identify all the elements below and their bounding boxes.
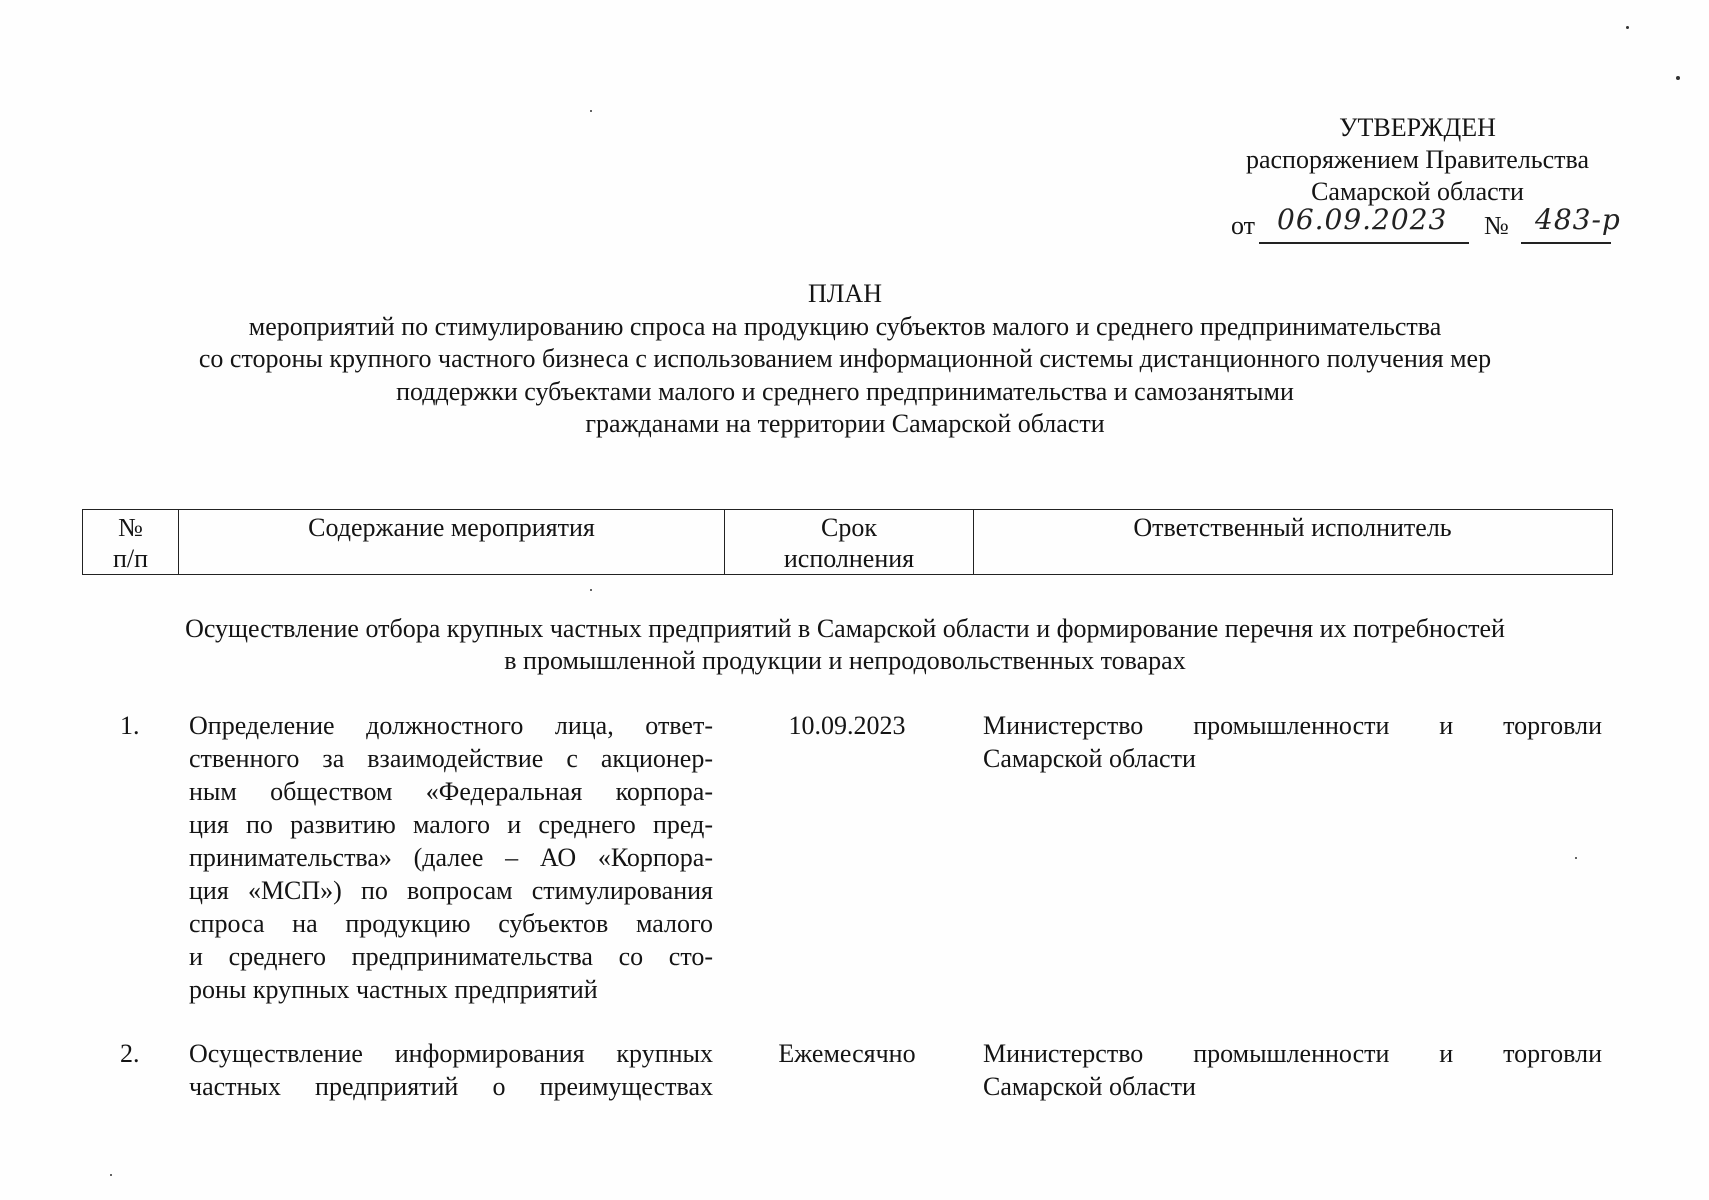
item-term: 10.09.2023 [788, 711, 906, 740]
number-underline [1521, 242, 1611, 244]
approval-line-1: распоряжением Правительства [1245, 145, 1590, 174]
header-number-symbol: № [118, 513, 143, 542]
item-responsible [983, 709, 1602, 775]
item-number: 1. [120, 711, 140, 740]
date-underline [1259, 242, 1469, 244]
item-content-line: ственного за взаимодействие с акционер- [189, 744, 713, 773]
table-header [82, 509, 1613, 575]
header-responsible-cell [973, 510, 1611, 574]
plan-heading: ПЛАН [808, 279, 882, 308]
section-heading-line: в промышленной продукции и непродовольственных товарах [504, 646, 1186, 675]
header-content-cell [178, 510, 724, 574]
scan-speck [590, 110, 592, 112]
item-content-line: ция «МСП») по вопросам стимулирования [189, 876, 713, 905]
approval-block [1215, 112, 1620, 244]
item-responsible-line: Самарской области [983, 1072, 1196, 1101]
item-responsible-line: Министерство промышленности и торговли [983, 711, 1602, 740]
item-responsible-line: Министерство промышленности и торговли [983, 1039, 1602, 1068]
item-responsible [983, 1037, 1602, 1103]
section-heading-line: Осуществление отбора крупных частных предприятий в Самарской области и формирование перечня их потребностей [185, 614, 1505, 643]
item-content-line: ным обществом «Федеральная корпора- [189, 777, 713, 806]
scan-speck [110, 1174, 112, 1176]
item-number: 2. [120, 1039, 140, 1068]
approval-status: УТВЕРЖДЕН [1339, 113, 1496, 142]
header-content-label: Содержание мероприятия [308, 513, 595, 542]
plan-title-line: со стороны крупного частного бизнеса с использованием информационной системы дистанционного получения мер [198, 344, 1492, 373]
plan-title-line: мероприятий по стимулированию спроса на продукцию субъектов малого и среднего предпринимательства [248, 311, 1442, 341]
item-content-line: частных предприятий о преимуществах [189, 1072, 713, 1101]
item-content-line: принимательства» (далее – АО «Корпора- [189, 843, 713, 872]
scan-speck [590, 589, 592, 591]
item-content-line: ция по развитию малого и среднего пред- [189, 810, 713, 839]
header-responsible-label: Ответственный исполнитель [1133, 513, 1452, 542]
header-term-label-2: исполнения [783, 544, 915, 573]
item-content [189, 709, 713, 1006]
number-prefix: № [1484, 211, 1509, 240]
item-content-line: спроса на продукцию субъектов малого [189, 909, 713, 938]
scan-speck [1575, 857, 1577, 859]
date-handwritten: 06.09.2023 [1277, 203, 1448, 236]
item-content-line: роны крупных частных предприятий [189, 975, 598, 1004]
item-content-line: Определение должностного лица, ответ- [189, 711, 713, 740]
scan-speck [1626, 26, 1629, 29]
item-content-line: и среднего предпринимательства со сто- [189, 942, 713, 971]
plan-title-line: поддержки субъектами малого и среднего предпринимательства и самозанятыми [396, 376, 1294, 406]
plan-title-line: гражданами на территории Самарской области [585, 409, 1105, 438]
header-term-label: Срок [821, 513, 877, 542]
approval-line-2: Самарской области [1311, 177, 1524, 206]
approval-date-line [1215, 203, 1621, 244]
number-handwritten: 483-р [1535, 203, 1621, 236]
item-content-line: Осуществление информирования крупных [189, 1039, 713, 1068]
date-prefix: от [1231, 211, 1256, 240]
header-term-cell [724, 510, 973, 574]
section-heading [80, 613, 1610, 677]
header-number-abbr: п/п [112, 544, 149, 573]
item-content [189, 1037, 713, 1103]
item-responsible-line: Самарской области [983, 744, 1196, 773]
item-term: Ежемесячно [778, 1039, 916, 1068]
plan-title-block [80, 278, 1610, 441]
scan-speck [1676, 76, 1680, 80]
header-number-cell [83, 510, 178, 574]
